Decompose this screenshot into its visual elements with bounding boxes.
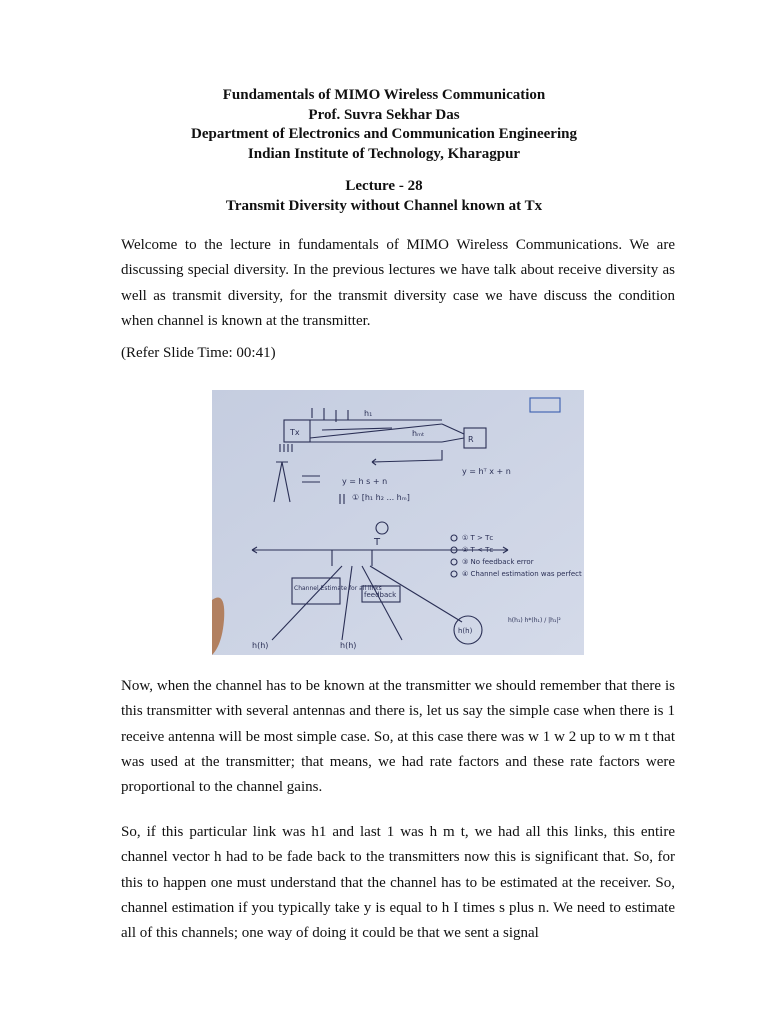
list-item-1: ① T > Tᴄ (462, 534, 494, 542)
rx-label: R (468, 435, 474, 444)
branch-label-c: h(h) (458, 627, 473, 635)
branch-label-b: h(h) (340, 641, 357, 650)
lecture-slide-image (212, 390, 584, 655)
branch-label-a: h(h) (252, 641, 269, 650)
feedback-box: feedback (364, 591, 397, 599)
paragraph-channel-known: Now, when the channel has to be known at the transmitter we should remember that there is this transmitter with several antennas and there is, let us say the simple case when there is 1 receive antenna will be most simple case. So, at this case there was w 1 w 2 up to w m t that was used at the transmitter; that means, we had rate factors and these rate factors were proportional to the channel gains. (121, 678, 675, 796)
list-item-4: ④ Channel estimation was perfect (462, 570, 582, 578)
lecture-topic: Transmit Diversity without Channel known at Tx (225, 197, 543, 214)
branch-label-d: h(h₁) h*(h₁) / |h₁|² (508, 617, 561, 624)
equation-y: y = h s + n (342, 477, 388, 486)
h1-label: h₁ (364, 409, 373, 418)
lecture-number: Lecture - 28 (345, 178, 423, 194)
whiteboard-sketch (212, 390, 584, 655)
professor-name: Prof. Suvra Sekhar Das (308, 106, 460, 123)
equation-vector: ① [h₁ h₂ ... hₘ] (352, 493, 410, 502)
list-item-2: ② T < Tᴄ (462, 546, 494, 554)
hmt-label: hₘₜ (412, 429, 425, 438)
channel-estimate-box: Channel Estimate for all links (294, 585, 382, 592)
list-item-3: ③ No feedback error (462, 558, 534, 566)
paragraph-channel-estimation: So, if this particular link was h1 and last 1 was h m t, we had all this links, this entire channel vector h had to be fade back to the transmitters now this is significant that. So, for this to happen one must understand that the channel has to be estimated at the receiver. So, channel estimation if you typically take y is equal to h I times s plus n. We need to estimate all of this channels; one way of doing it could be that we sent a signal (121, 824, 675, 942)
lecture-header (0, 86, 768, 216)
t-label: T (374, 537, 381, 548)
slide-time-reference: (Refer Slide Time: 00:41) (121, 345, 276, 361)
institute-name: Indian Institute of Technology, Kharagpur (247, 145, 521, 162)
tx-label: Tx (290, 428, 300, 437)
department-name: Department of Electronics and Communication Engineering (191, 126, 577, 142)
course-title: Fundamentals of MIMO Wireless Communication (222, 87, 546, 103)
equation-right: y = hᵀ x + n (462, 467, 511, 476)
paragraph-intro: Welcome to the lecture in fundamentals of MIMO Wireless Communications. We are discussing special diversity. In the previous lectures we have talk about receive diversity as well as transmit diversity, for the transmit diversity case we have discuss the condition when channel is known at the transmitter. (121, 237, 675, 329)
